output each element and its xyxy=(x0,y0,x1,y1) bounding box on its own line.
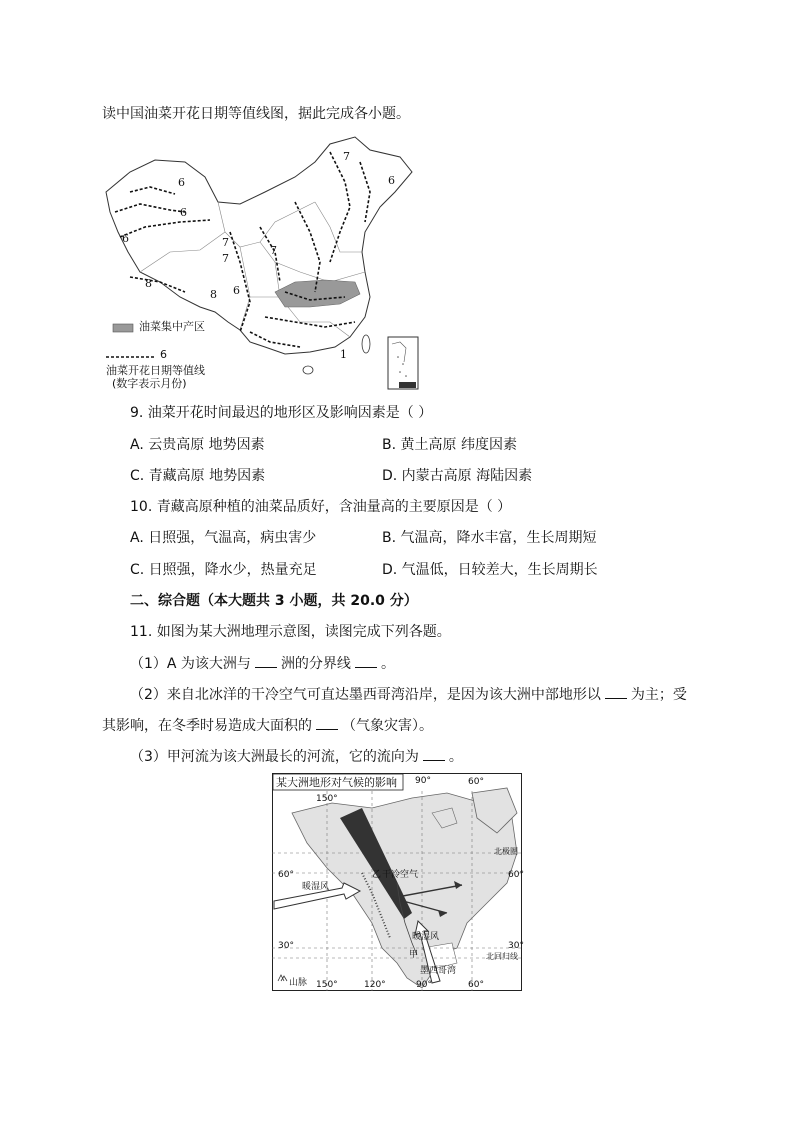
q10-stem: 10. 青藏高原种植的油菜品质好，含油量高的主要原因是（ ） xyxy=(130,499,512,515)
isoline-label: 6 xyxy=(233,284,240,297)
q11-p3-text-b: 。 xyxy=(448,749,463,765)
q11-part2 xyxy=(130,686,687,704)
lon-label: 90° xyxy=(416,980,432,990)
q11-part2-cont xyxy=(102,717,433,735)
arctic-circle-label: 北极圈 xyxy=(494,847,518,856)
tropic-label: 北回归线 xyxy=(486,952,518,961)
isoline-label: 6 xyxy=(178,176,185,189)
mountain-legend-label: 山脉 xyxy=(289,978,308,988)
answer-blank[interactable] xyxy=(355,655,377,668)
q9-option-c: C. 青藏高原 地势因素 xyxy=(130,468,266,484)
lat-label: 30° xyxy=(508,941,524,951)
lon-label: 60° xyxy=(468,777,484,787)
answer-blank[interactable] xyxy=(255,655,277,668)
china-rapeseed-map xyxy=(100,132,420,392)
intro-text: 读中国油菜开花日期等值线图，据此完成各小题。 xyxy=(102,106,410,122)
legend-line-label: 油菜开花日期等值线 xyxy=(106,364,205,377)
q9-option-a: A. 云贵高原 地势因素 xyxy=(130,437,265,453)
legend-line-note: (数字表示月份) xyxy=(112,377,187,390)
gulf-label: 墨西哥湾 xyxy=(420,966,457,976)
lat-label: 60° xyxy=(278,870,294,880)
lon-label: 90° xyxy=(415,776,431,786)
lat-label: 60° xyxy=(508,870,524,880)
q9-stem: 9. 油菜开花时间最迟的地形区及影响因素是（ ） xyxy=(130,405,433,421)
legend-line-number: 6 xyxy=(160,348,167,361)
section-heading: 二、综合题（本大题共 3 小题，共 20.0 分） xyxy=(130,593,418,609)
q10-option-a: A. 日照强，气温高，病虫害少 xyxy=(130,530,317,546)
yi-label: 乙 xyxy=(372,870,382,880)
answer-blank[interactable] xyxy=(316,717,338,730)
q11-part1 xyxy=(130,655,395,673)
lon-label: 120° xyxy=(364,980,386,990)
map2-title: 某大洲地形对气候的影响 xyxy=(276,776,397,789)
jia-label: 甲 xyxy=(409,950,419,960)
lat-label: 30° xyxy=(278,941,294,951)
q9-option-b: B. 黄土高原 纬度因素 xyxy=(382,437,517,453)
answer-blank[interactable] xyxy=(423,748,445,761)
q11-p1-text-c: 。 xyxy=(380,656,395,672)
q10-option-c: C. 日照强，降水少，热量充足 xyxy=(130,562,317,578)
legend-area-label: 油菜集中产区 xyxy=(139,320,205,333)
q11-p2-text-c: 其影响，在冬季时易造成大面积的 xyxy=(102,718,312,734)
q9-option-d: D. 内蒙古高原 海陆因素 xyxy=(382,468,533,484)
answer-blank[interactable] xyxy=(605,686,627,699)
isoline-label: 8 xyxy=(145,277,152,290)
lon-label: 150° xyxy=(316,980,338,990)
cold-air-label: 干冷空气 xyxy=(382,870,419,880)
isoline-label: 7 xyxy=(222,252,229,265)
isoline-label: 6 xyxy=(388,174,395,187)
china-map-figure xyxy=(100,132,420,392)
q11-p2-text-b: 为主；受 xyxy=(630,687,687,703)
q11-stem: 11. 如图为某大洲地理示意图，读图完成下列各题。 xyxy=(130,624,451,640)
isoline-label: 7 xyxy=(270,244,277,257)
q11-p1-text-a: （1）A 为该大洲与 xyxy=(130,656,251,672)
continent-climate-map xyxy=(272,773,522,991)
q11-p2-text-d: （气象灾害）。 xyxy=(342,718,433,734)
isoline-label: 6 xyxy=(180,206,187,219)
isoline-label: 6 xyxy=(122,232,129,245)
lon-label: 150° xyxy=(316,794,338,804)
legend-swatch-area xyxy=(113,324,133,332)
isoline-label: 1 xyxy=(340,348,347,361)
isoline-label: 7 xyxy=(343,150,350,163)
isoline-label: 8 xyxy=(210,288,217,301)
warm-wind-label-gulf: 暖湿风 xyxy=(412,932,440,942)
warm-wind-label-west: 暖湿风 xyxy=(302,882,330,892)
q10-option-b: B. 气温高，降水丰富，生长周期短 xyxy=(382,530,597,546)
q11-p1-text-b: 洲的分界线 xyxy=(280,656,351,672)
q11-p2-text-a: （2）来自北冰洋的干冷空气可直达墨西哥湾沿岸，是因为该大洲中部地形以 xyxy=(130,687,601,703)
lon-label: 60° xyxy=(468,980,484,990)
q11-p3-text-a: （3）甲河流为该大洲最长的河流，它的流向为 xyxy=(130,749,419,765)
q11-part3 xyxy=(130,748,463,766)
isoline-label: 7 xyxy=(222,236,229,249)
q10-option-d: D. 气温低，日较差大，生长周期长 xyxy=(382,562,598,578)
